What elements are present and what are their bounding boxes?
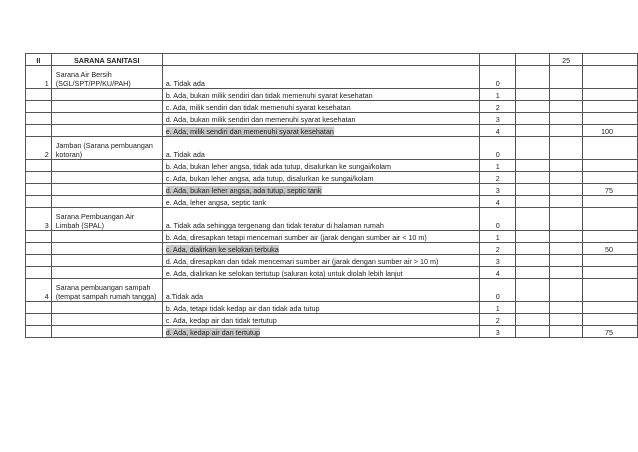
empty-cell <box>51 113 162 125</box>
empty-cell <box>516 326 550 338</box>
option-text-cell <box>162 160 480 172</box>
option-row <box>26 172 638 184</box>
empty-cell <box>516 101 550 113</box>
empty-cell <box>26 184 52 196</box>
option-text: a.Tidak ada <box>165 292 203 301</box>
empty-cell <box>26 255 52 267</box>
header-row <box>26 54 638 66</box>
option-text: d. Ada, kedap air dan tertutup <box>165 328 260 337</box>
option-text-cell <box>162 113 480 125</box>
empty-cell <box>26 302 52 314</box>
empty-cell <box>51 101 162 113</box>
section-number: 3 <box>26 208 52 231</box>
empty-cell <box>516 184 550 196</box>
section-number: 4 <box>26 279 52 302</box>
option-score: 4 <box>480 125 516 137</box>
empty-cell <box>550 314 583 326</box>
option-score: 3 <box>480 113 516 125</box>
option-row <box>26 184 638 196</box>
empty-cell <box>51 231 162 243</box>
empty-cell <box>550 196 583 208</box>
option-text: a. Tidak ada sehingga tergenang dan tidak teratur di halaman rumah <box>165 221 384 230</box>
empty-cell <box>26 101 52 113</box>
empty-cell <box>550 66 583 89</box>
empty-cell <box>516 231 550 243</box>
header-empty-cell <box>162 54 480 66</box>
option-score: 0 <box>480 137 516 160</box>
option-row <box>26 302 638 314</box>
header-weight: 25 <box>550 54 583 66</box>
option-text-cell <box>162 302 480 314</box>
empty-cell <box>51 196 162 208</box>
option-row <box>26 326 638 338</box>
option-row <box>26 267 638 279</box>
empty-cell <box>516 89 550 101</box>
option-row <box>26 196 638 208</box>
section-title: Sarana pembuangan sampah (tempat sampah rumah tangga) <box>51 279 162 302</box>
empty-cell <box>26 113 52 125</box>
header-number: II <box>26 54 52 66</box>
section-number: 1 <box>26 66 52 89</box>
selected-value: 100 <box>583 125 638 137</box>
empty-cell <box>516 279 550 302</box>
option-text: d. Ada, bukan milik sendiri dan memenuhi syarat kesehatan <box>165 115 356 124</box>
option-text-cell <box>162 314 480 326</box>
option-row <box>26 66 638 89</box>
option-text-cell <box>162 66 480 89</box>
section-title: Sarana Air Bersih (SGL/SPT/PP/KU/PAH) <box>51 66 162 89</box>
option-score: 1 <box>480 231 516 243</box>
option-score: 2 <box>480 243 516 255</box>
empty-cell <box>26 326 52 338</box>
selected-value: 75 <box>583 184 638 196</box>
section-number: 2 <box>26 137 52 160</box>
selected-value <box>583 160 638 172</box>
empty-cell <box>516 113 550 125</box>
option-row <box>26 137 638 160</box>
option-row <box>26 89 638 101</box>
selected-value <box>583 302 638 314</box>
option-text: e. Ada, dialirkan ke selokan tertutup (saluran kota) untuk diolah lebih lanjut <box>165 269 403 278</box>
option-text-cell <box>162 326 480 338</box>
empty-cell <box>51 267 162 279</box>
header-empty-cell <box>583 54 638 66</box>
option-text: e. Ada, milik sendiri dan memenuhi syarat kesehatan <box>165 127 334 136</box>
option-text-cell <box>162 101 480 113</box>
option-text: c. Ada, milik sendiri dan tidak memenuhi syarat kesehatan <box>165 103 351 112</box>
empty-cell <box>26 267 52 279</box>
empty-cell <box>26 314 52 326</box>
option-score: 3 <box>480 326 516 338</box>
section-title: Sarana Pembuangan Air Limbah (SPAL) <box>51 208 162 231</box>
empty-cell <box>550 267 583 279</box>
empty-cell <box>516 66 550 89</box>
empty-cell <box>51 89 162 101</box>
empty-cell <box>516 160 550 172</box>
selected-value <box>583 113 638 125</box>
option-row <box>26 279 638 302</box>
empty-cell <box>550 172 583 184</box>
empty-cell <box>550 89 583 101</box>
empty-cell <box>51 314 162 326</box>
empty-cell <box>516 125 550 137</box>
option-row <box>26 243 638 255</box>
option-text-cell <box>162 231 480 243</box>
option-score: 3 <box>480 255 516 267</box>
selected-value <box>583 172 638 184</box>
empty-cell <box>516 208 550 231</box>
option-score: 4 <box>480 196 516 208</box>
selected-value: 50 <box>583 243 638 255</box>
empty-cell <box>51 326 162 338</box>
empty-cell <box>550 125 583 137</box>
selected-value <box>583 314 638 326</box>
selected-value <box>583 231 638 243</box>
option-text-cell <box>162 255 480 267</box>
option-score: 1 <box>480 160 516 172</box>
option-text: d. Ada, bukan leher angsa, ada tutup, septic tank <box>165 186 322 195</box>
option-text: b. Ada, bukan milik sendiri dan tidak memenuhi syarat kesehatan <box>165 91 373 100</box>
option-row <box>26 255 638 267</box>
option-text-cell <box>162 125 480 137</box>
empty-cell <box>550 326 583 338</box>
empty-cell <box>550 137 583 160</box>
option-text: b. Ada, tetapi tidak kedap air dan tidak ada tutup <box>165 304 320 313</box>
option-score: 2 <box>480 314 516 326</box>
option-score: 2 <box>480 101 516 113</box>
option-text-cell <box>162 172 480 184</box>
option-score: 0 <box>480 208 516 231</box>
header-empty-cell <box>516 54 550 66</box>
option-row <box>26 125 638 137</box>
option-text: b. Ada, diresapkan tetapi mencemari sumber air (jarak dengan sumber air < 10 m) <box>165 233 427 242</box>
empty-cell <box>26 160 52 172</box>
empty-cell <box>550 208 583 231</box>
section-title: Jamban (Sarana pembuangan kotoran) <box>51 137 162 160</box>
selected-value <box>583 66 638 89</box>
option-row <box>26 208 638 231</box>
selected-value <box>583 196 638 208</box>
empty-cell <box>51 302 162 314</box>
empty-cell <box>516 243 550 255</box>
option-score: 1 <box>480 302 516 314</box>
empty-cell <box>516 172 550 184</box>
option-text-cell <box>162 196 480 208</box>
empty-cell <box>516 267 550 279</box>
option-text-cell <box>162 89 480 101</box>
empty-cell <box>550 101 583 113</box>
option-text: a. Tidak ada <box>165 150 205 159</box>
empty-cell <box>516 137 550 160</box>
empty-cell <box>550 160 583 172</box>
option-text-cell <box>162 137 480 160</box>
empty-cell <box>550 243 583 255</box>
empty-cell <box>550 255 583 267</box>
option-text: c. Ada, dialirkan ke selokan terbuka <box>165 245 279 254</box>
empty-cell <box>550 231 583 243</box>
empty-cell <box>516 196 550 208</box>
selected-value <box>583 137 638 160</box>
empty-cell <box>550 184 583 196</box>
selected-value <box>583 267 638 279</box>
option-text-cell <box>162 184 480 196</box>
option-text: b. Ada, bukan leher angsa, tidak ada tutup, disalurkan ke sungai/kolam <box>165 162 392 171</box>
option-text: d. Ada, diresapkan dan tidak mencemari sumber air (jarak dengan sumber air > 10 m) <box>165 257 439 266</box>
option-score: 4 <box>480 267 516 279</box>
empty-cell <box>26 196 52 208</box>
option-row <box>26 101 638 113</box>
option-text: a. Tidak ada <box>165 79 205 88</box>
option-text-cell <box>162 208 480 231</box>
option-score: 1 <box>480 89 516 101</box>
option-score: 2 <box>480 172 516 184</box>
empty-cell <box>516 302 550 314</box>
selected-value <box>583 89 638 101</box>
empty-cell <box>51 255 162 267</box>
option-row <box>26 231 638 243</box>
empty-cell <box>51 172 162 184</box>
empty-cell <box>550 113 583 125</box>
empty-cell <box>51 184 162 196</box>
option-score: 3 <box>480 184 516 196</box>
option-text-cell <box>162 243 480 255</box>
empty-cell <box>550 302 583 314</box>
empty-cell <box>516 255 550 267</box>
empty-cell <box>516 314 550 326</box>
empty-cell <box>26 89 52 101</box>
option-score: 0 <box>480 279 516 302</box>
header-empty-cell <box>480 54 516 66</box>
empty-cell <box>26 172 52 184</box>
option-text: c. Ada, bukan leher angsa, ada tutup, disalurkan ke sungai/kolam <box>165 174 374 183</box>
empty-cell <box>550 279 583 302</box>
option-row <box>26 314 638 326</box>
empty-cell <box>51 243 162 255</box>
selected-value <box>583 255 638 267</box>
option-text-cell <box>162 279 480 302</box>
empty-cell <box>26 231 52 243</box>
empty-cell <box>26 125 52 137</box>
empty-cell <box>51 160 162 172</box>
empty-cell <box>51 125 162 137</box>
selected-value <box>583 208 638 231</box>
selected-value <box>583 101 638 113</box>
selected-value <box>583 279 638 302</box>
selected-value: 75 <box>583 326 638 338</box>
empty-cell <box>26 243 52 255</box>
option-text-cell <box>162 267 480 279</box>
option-text: e. Ada, leher angsa, septic tank <box>165 198 266 207</box>
sanitation-table <box>25 53 638 338</box>
option-score: 0 <box>480 66 516 89</box>
header-title: SARANA SANITASI <box>51 54 162 66</box>
option-row <box>26 160 638 172</box>
option-row <box>26 113 638 125</box>
option-text: c. Ada, kedap air dan tidak tertutup <box>165 316 277 325</box>
